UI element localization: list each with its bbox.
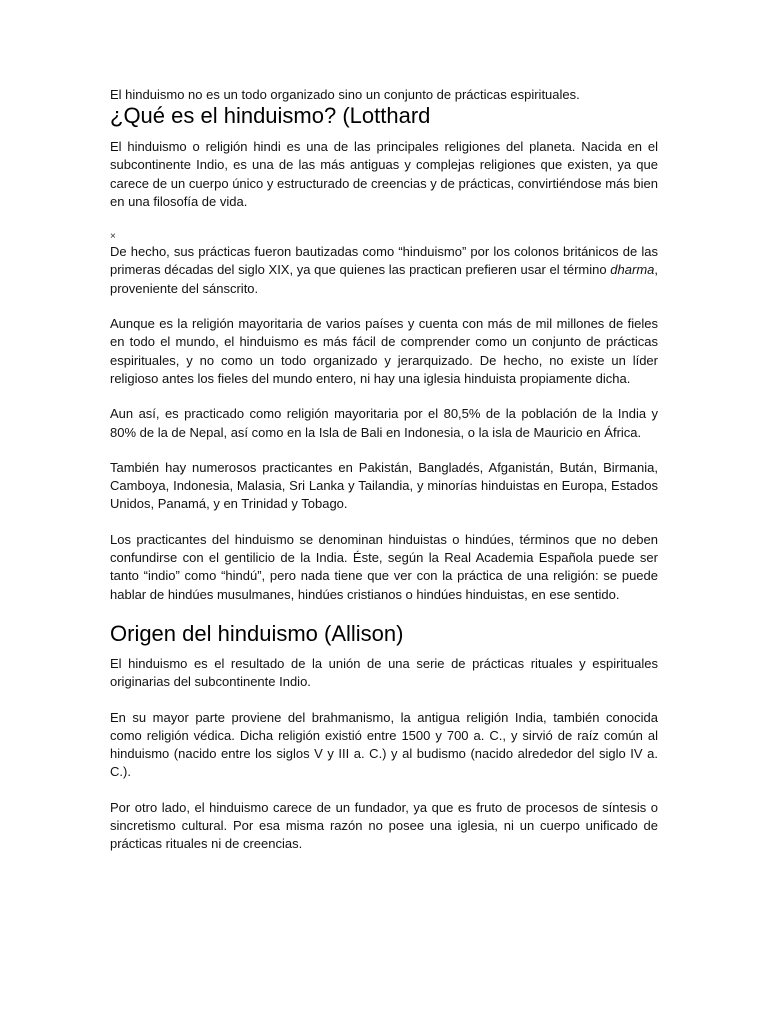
paragraph: Aun así, es practicado como religión mayoritaria por el 80,5% de la población de la India y 80% de la de Nepal, así como en la Isla de Bali en Indonesia, o la isla de Mauricio en África. [110, 406, 658, 440]
paragraph: También hay numerosos practicantes en Pakistán, Bangladés, Afganistán, Bután, Birmania, Camboya, Indonesia, Malasia, Sri Lanka y Tailandia, y minorías hinduistas en Europa, Estados Unidos, Panamá, y en Trinidad y Tobago. [110, 459, 658, 512]
paragraph: En su mayor parte proviene del brahmanismo, la antigua religión India, también conocida como religión védica. Dicha religión existió entre 1500 y 700 a. C., y sirvió de raíz común al hinduismo (nacido entre los siglos V y III a. C.) y al budismo (nacido alrededor del siglo IV a. C.). [110, 709, 658, 780]
close-icon[interactable]: × [110, 231, 116, 243]
paragraph-text: De hecho, sus prácticas fueron bautizadas como “hinduismo” por los colonos británicos de las primeras décadas del siglo XIX, ya que quienes las practican prefieren usar el término [110, 244, 658, 278]
paragraph-dharma [110, 243, 658, 298]
document-body [110, 86, 658, 871]
lead-sentence: El hinduismo no es un todo organizado sino un conjunto de prácticas espirituales. [110, 87, 580, 102]
paragraph: Los practicantes del hinduismo se denominan hinduistas o hindúes, términos que no deben confundirse con el gentilicio de la India. Éste, según la Real Academia Española puede ser tanto “indio” como “hindú”, pero nada tiene que ver con la práctica de una religión: se puede hablar de hindúes musulmanes, hindúes cristianos o hindúes hinduistas, en ese sentido. [110, 531, 658, 602]
section-title-origen: Origen del hinduismo (Allison) [110, 620, 404, 646]
paragraph-text: , proveniente del sánscrito. [110, 262, 658, 296]
emphasized-term: dharma [610, 262, 655, 278]
paragraph: El hinduismo es el resultado de la unión de una serie de prácticas rituales y espirituales originarias del subcontinente Indio. [110, 655, 658, 690]
paragraph: El hinduismo o religión hindi es una de las principales religiones del planeta. Nacida en el subcontinente Indio, es una de las más antiguas y complejas religiones que existen, ya que carece de un cuerpo único y estructurado de creencias y de prácticas, convirtiéndose más bien en una filosofía de vida. [110, 139, 658, 209]
paragraph: Por otro lado, el hinduismo carece de un fundador, ya que es fruto de procesos de síntesis o sincretismo cultural. Por esa misma razón no posee una iglesia, ni un cuerpo unificado de prácticas rituales ni de creencias. [110, 799, 658, 852]
section-title-que-es: ¿Qué es el hinduismo? (Lotthard [110, 103, 431, 128]
paragraph: Aunque es la religión mayoritaria de varios países y cuenta con más de mil millones de fieles en todo el mundo, el hinduismo es más fácil de comprender como un conjunto de prácticas espirituales, y no como un todo organizado y jerarquizado. De hecho, no existe un líder religioso antes los fieles del mundo entero, ni hay una iglesia hinduista propiamente dicha. [110, 316, 658, 386]
